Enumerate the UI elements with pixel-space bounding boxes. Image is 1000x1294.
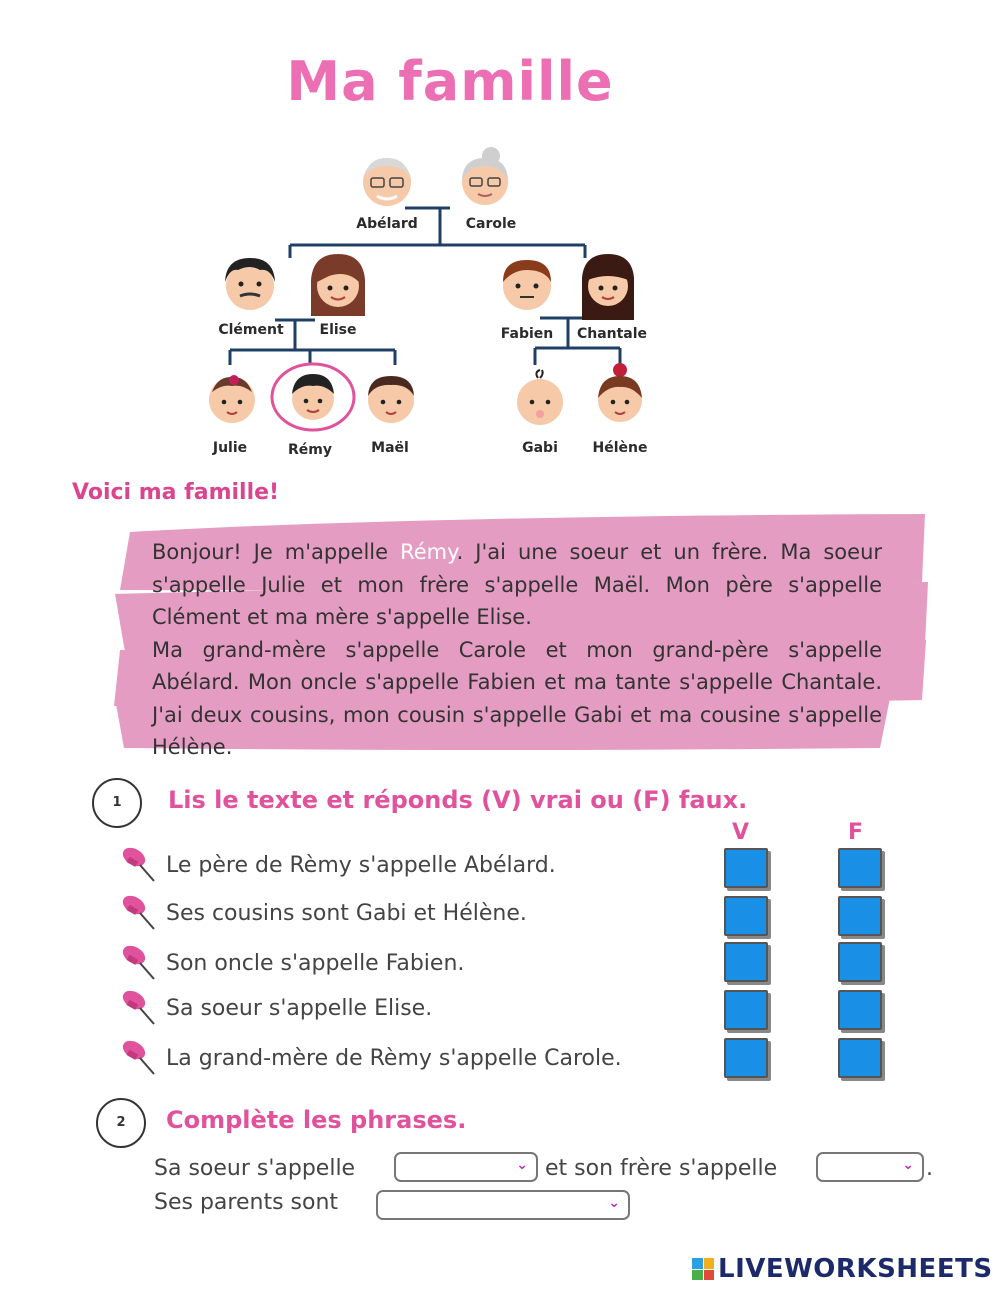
chevron-down-icon: ⌄ xyxy=(902,1157,914,1173)
pushpin-icon xyxy=(120,1038,160,1078)
name-julie: Julie xyxy=(212,440,248,456)
dropdown-brother-name[interactable] xyxy=(816,1152,924,1182)
mother-avatar xyxy=(307,250,369,318)
checkbox-f-1[interactable] xyxy=(838,848,882,888)
exercise-2-number: 2 xyxy=(96,1098,146,1148)
checkbox-f-4[interactable] xyxy=(838,990,882,1030)
passage-paragraph-2: Ma grand-mère s'appelle Carole et mon grand-père s'appelle Abélard. Mon oncle s'appelle Fabien et ma tante s'appelle Chantale. J'ai deux cousins, mon cousin s'appelle Gabi et ma cousine s'appelle Hélène. xyxy=(152,637,882,759)
sentence-1-middle: et son frère s'appelle xyxy=(545,1156,778,1181)
chevron-down-icon: ⌄ xyxy=(608,1195,620,1211)
name-grandfather: Abélard xyxy=(356,216,418,232)
page-title: Ma famille xyxy=(286,50,614,113)
highlighted-name: Rémy xyxy=(400,540,457,564)
grandmother-avatar xyxy=(455,144,515,210)
statement-row xyxy=(120,1038,622,1078)
reading-passage xyxy=(152,536,882,764)
liveworksheets-logo xyxy=(692,1254,993,1284)
pushpin-icon xyxy=(120,943,160,983)
sentence-1-end: . xyxy=(926,1156,933,1181)
name-father: Clément xyxy=(218,322,284,338)
checkbox-v-4[interactable] xyxy=(724,990,768,1030)
name-mother: Elise xyxy=(319,322,357,338)
column-f-label: F xyxy=(848,820,864,845)
column-v-label: V xyxy=(732,820,750,845)
family-tree xyxy=(190,140,670,470)
statement-row xyxy=(120,893,527,933)
chevron-down-icon: ⌄ xyxy=(516,1157,528,1173)
name-helene: Hélène xyxy=(592,440,648,456)
sentence-2-start: Ses parents sont xyxy=(154,1190,339,1215)
checkbox-v-3[interactable] xyxy=(724,942,768,982)
logo-text: LIVEWORKSHEETS xyxy=(718,1254,993,1284)
name-gabi: Gabi xyxy=(522,440,558,456)
statement-row xyxy=(120,988,432,1028)
gabi-avatar xyxy=(512,368,568,430)
checkbox-v-2[interactable] xyxy=(724,896,768,936)
pushpin-icon xyxy=(120,988,160,1028)
name-aunt: Chantale xyxy=(576,326,648,342)
intro-heading: Voici ma famille! xyxy=(72,480,280,505)
checkbox-v-5[interactable] xyxy=(724,1038,768,1078)
checkbox-f-3[interactable] xyxy=(838,942,882,982)
exercise-1-number: 1 xyxy=(92,778,142,828)
dropdown-parents[interactable] xyxy=(376,1190,630,1220)
statement-text: Ses cousins sont Gabi et Hélène. xyxy=(166,900,527,926)
exercise-2-title: Complète les phrases. xyxy=(166,1106,467,1134)
name-uncle: Fabien xyxy=(500,326,554,342)
julie-avatar xyxy=(204,368,260,428)
pushpin-icon xyxy=(120,893,160,933)
name-mael: Maël xyxy=(371,440,409,456)
name-remy: Rémy xyxy=(288,442,332,458)
exercise-1-title: Lis le texte et réponds (V) vrai ou (F) faux. xyxy=(168,786,748,814)
statement-text: Sa soeur s'appelle Elise. xyxy=(166,995,433,1021)
checkbox-v-1[interactable] xyxy=(724,848,768,888)
statement-text: La grand-mère de Rèmy s'appelle Carole. xyxy=(166,1045,622,1071)
dropdown-sister-name[interactable] xyxy=(394,1152,538,1182)
aunt-avatar xyxy=(578,250,638,322)
uncle-avatar xyxy=(497,252,557,314)
father-avatar xyxy=(220,252,280,314)
sentence-1-start: Sa soeur s'appelle xyxy=(154,1156,356,1181)
statement-row xyxy=(120,943,464,983)
statement-text: Son oncle s'appelle Fabien. xyxy=(166,950,465,976)
logo-mark-icon xyxy=(692,1258,714,1280)
remy-avatar xyxy=(270,362,356,432)
checkbox-f-5[interactable] xyxy=(838,1038,882,1078)
passage-paragraph-1: Bonjour! Je m'appelle Rémy. J'ai une soeur et un frère. Ma soeur s'appelle Julie et mon frère s'appelle Maël. Mon père s'appelle Clément et ma mère s'appelle Elise. xyxy=(152,540,883,629)
mael-avatar xyxy=(363,368,419,428)
checkbox-f-2[interactable] xyxy=(838,896,882,936)
name-grandmother: Carole xyxy=(465,216,517,232)
statement-text: Le père de Rèmy s'appelle Abélard. xyxy=(166,852,556,878)
helene-avatar xyxy=(592,362,648,428)
pushpin-icon xyxy=(120,845,160,885)
grandfather-avatar xyxy=(357,150,417,210)
statement-row xyxy=(120,845,556,885)
